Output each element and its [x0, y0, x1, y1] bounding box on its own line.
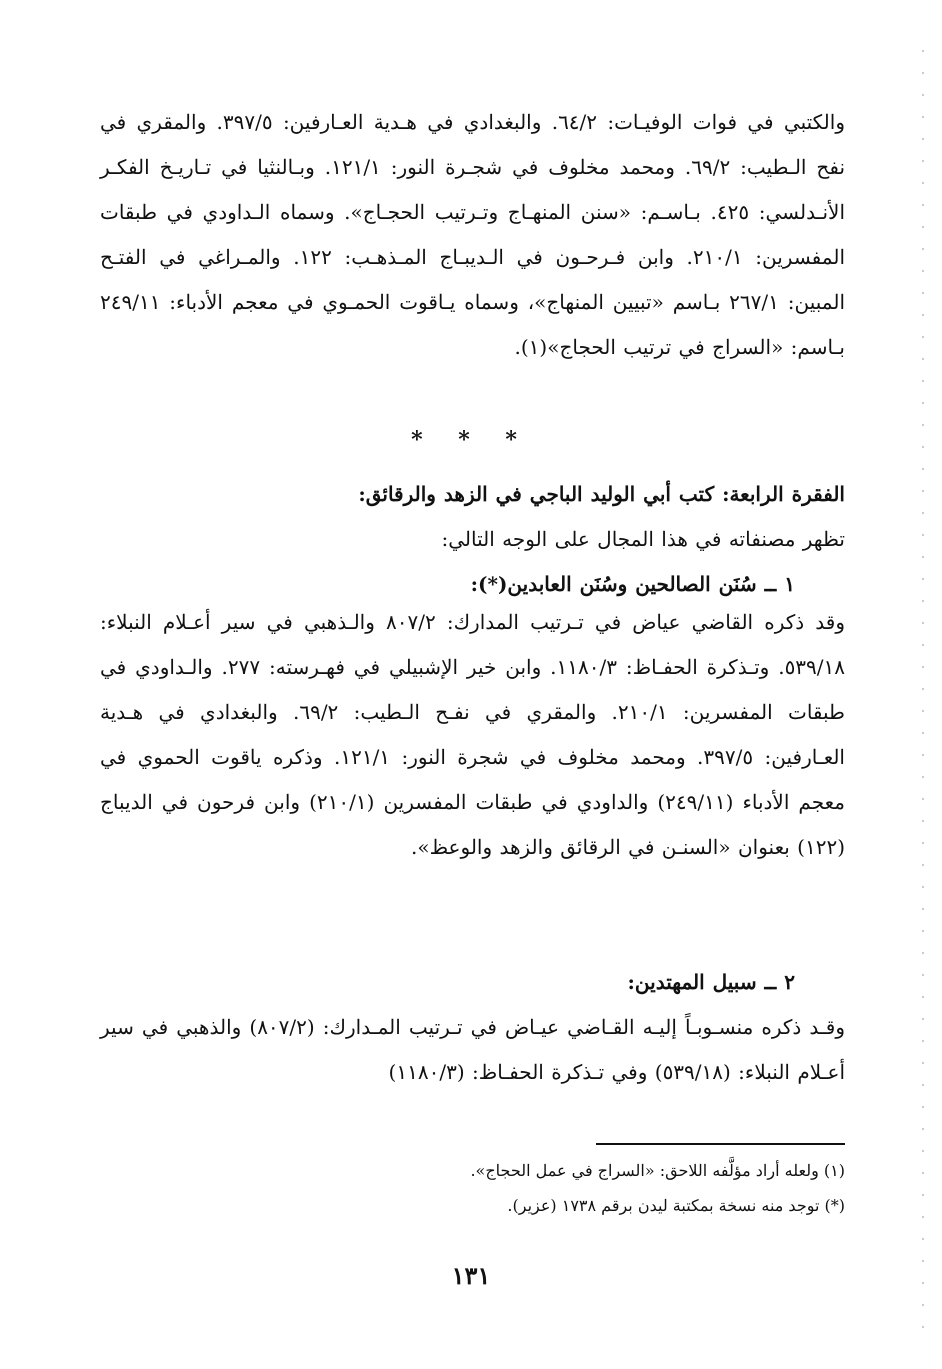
item-2 — [100, 960, 845, 1095]
item-1-body: وقد ذكره القاضي عياض في تـرتيب المدارك: ٨٠٧/٢ والـذهبي في سير أعـلام النبلاء: ٥٣٩/١٨. وتـذكرة الحفـاظ: ١١٨٠/٣. وابن خير الإشبيلي في فهـرسته: ٢٧٧. والـداودي في طبقات المفسرين: ٢١٠/١. والمقري في نفـح الـطيب: ٦٩/٢. والبغدادي في هـدية العـارفين: ٣٩٧/٥. ومحمد مخلوف في شجرة النور: ١٢١/١. وذكره ياقوت الحموي في معجم الأدباء (٢٤٩/١١) والداودي في طبقات المفسرين (٢١٠/١) وابن فرحون في الديباج (١٢٢) بعنوان «السنـن في الرقائق والزهد والوعظ». — [100, 610, 846, 859]
item-1-title: ١ ــ سُنَن الصالحين وسُنَن العابدين(*): — [470, 572, 795, 596]
footnote-2: (*) توجد منه نسخة بمكتبة ليدن برقم ١٧٣٨ (عزير). — [507, 1196, 845, 1215]
page-number: ١٣١ — [451, 1261, 491, 1290]
section-four — [100, 472, 845, 607]
section-heading: الفقرة الرابعة: كتب أبي الوليد الباجي في الزهد والرقائق: — [358, 482, 845, 506]
footnote-divider — [596, 1143, 845, 1145]
item-2-body: وقـد ذكره منسـوبـاً إليـه القـاضي عيـاض في تـرتيب المـدارك: (٨٠٧/٢) والذهبي في سير أعـلام النبلاء: (٥٣٩/١٨) وفي تـذكرة الحفـاظ: (١١٨٠/٣) — [100, 1015, 845, 1084]
section-intro: تظهر مصنفاته في هذا المجال على الوجه التالي: — [441, 527, 845, 551]
section-separator: * * * — [411, 427, 531, 453]
item-2-title: ٢ ــ سبيل المهتدين: — [627, 970, 795, 994]
footnote-1: (١) ولعله أراد مؤلَّفه اللاحق: «السراج في عمل الحجاج». — [470, 1161, 845, 1180]
continued-paragraph — [100, 100, 845, 370]
footnotes — [100, 1153, 845, 1223]
scan-margin-dots — [922, 40, 924, 1340]
item-1 — [100, 600, 845, 870]
body-text: والكتبي في فوات الوفيـات: ٦٤/٢. والبغدادي في هـدية العـارفين: ٣٩٧/٥. والمقري في نفح الـطيب: ٦٩/٢. ومحمد مخلوف في شجـرة النور: ١٢١/١. وبـالنثيا في تـاريـخ الفكـر الأنـدلسي: ٤٢٥. بـاسـم: «سنن المنهـاج وتـرتيب الحجـاج». وسماه الـداودي في طبقات المفسرين: ٢١٠/١. وابن فـرحـون في الـديبـاج المـذهـب: ١٢٢. والمـراغي في الفتـح المبين: ٢٦٧/١ بـاسم «تبيين المنهاج»، وسماه يـاقوت الحمـوي في معجم الأدباء: ٢٤٩/١١ بـاسم: «السراج في ترتيب الحجاج»(١). — [100, 110, 846, 359]
